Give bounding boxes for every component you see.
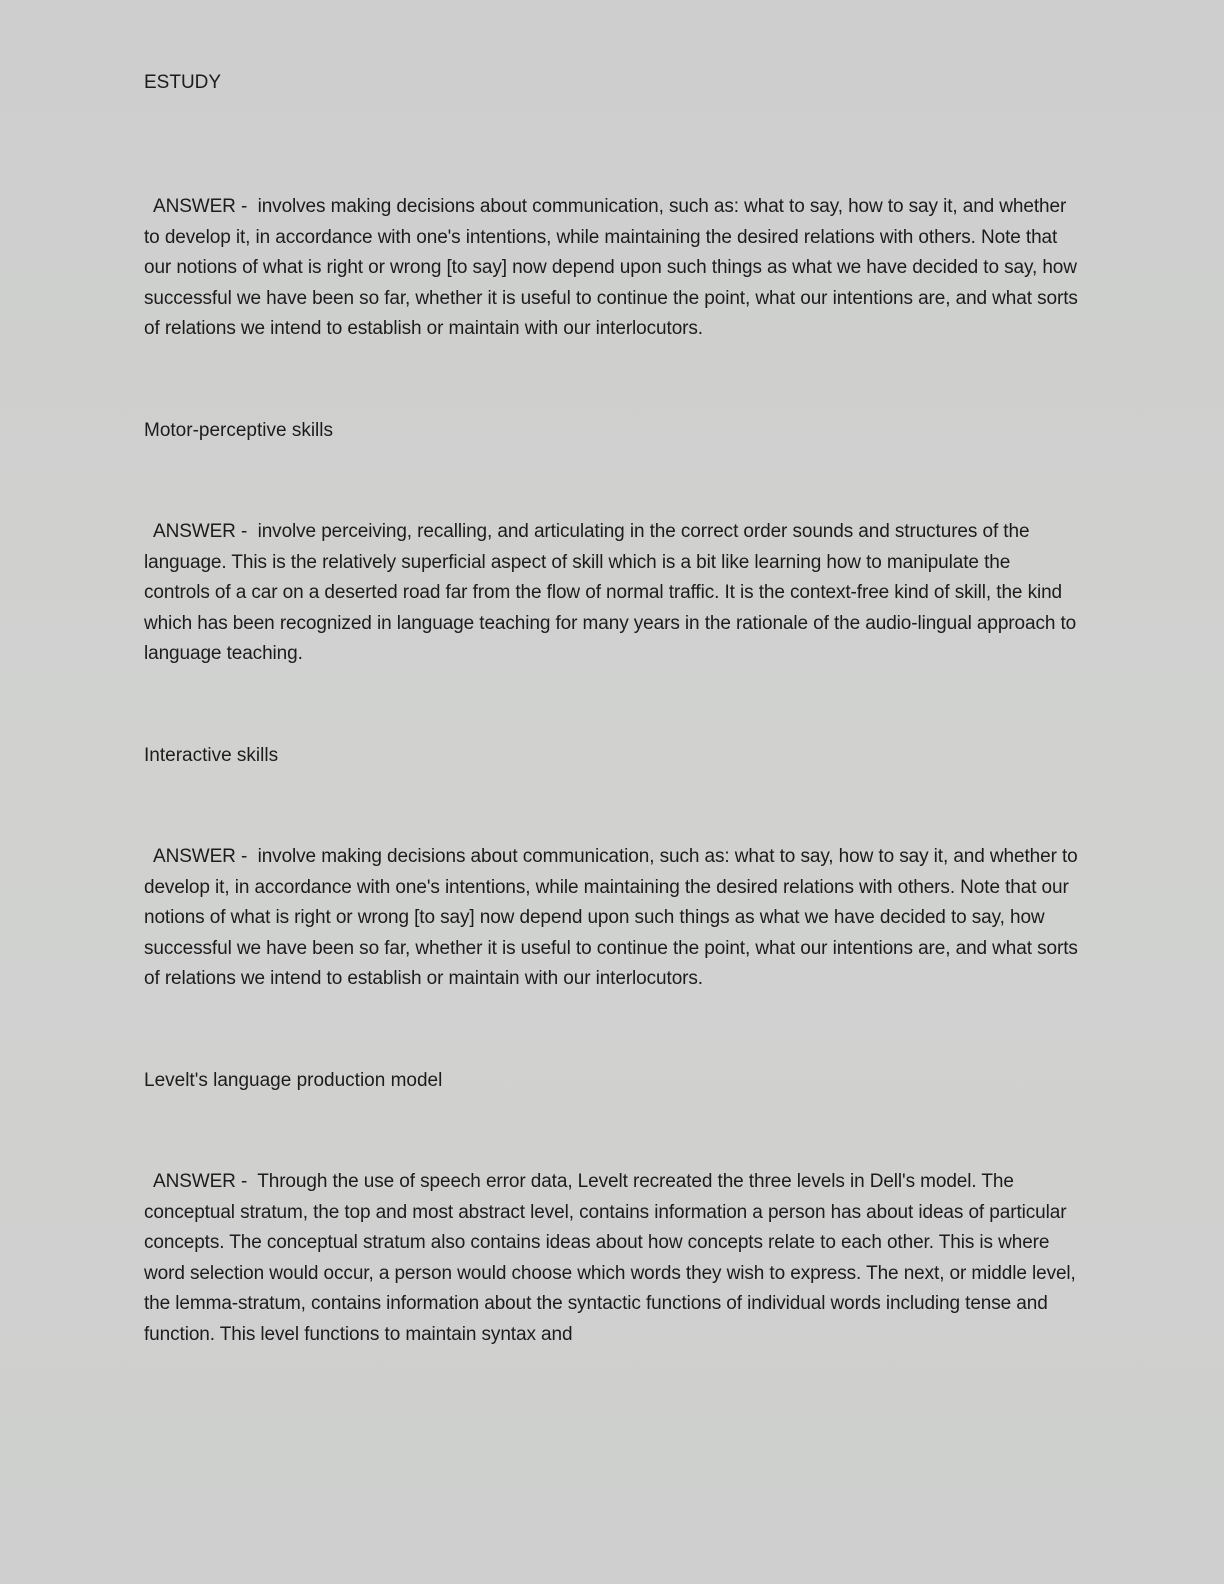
answer-paragraph	[144, 517, 1080, 670]
answer-label: ANSWER	[153, 845, 236, 867]
answer-text: involve perceiving, recalling, and articulating in the correct order sounds and structures of the language. This is the relatively superficial aspect of skill which is a bit like learning how to manipulate the controls of a car on a deserted road far from the flow of normal traffic. It is the context-free kind of skill, the kind which has been recognized in language teaching for many years in the rationale of the audio-lingual approach to language teaching.	[144, 520, 1077, 665]
answer-label: ANSWER	[153, 520, 236, 542]
answer-separator: -	[235, 520, 253, 542]
answer-text: Through the use of speech error data, Levelt recreated the three levels in Dell's model. The conceptual stratum, the top and most abstract level, contains information a person has about ideas of particular concepts. The conceptual stratum also contains ideas about how concepts relate to each other. This is where word selection would occur, a person would choose which words they wish to express. The next, or middle level, the lemma-stratum, contains information about the syntactic functions of individual words including tense and function. This level functions to maintain syntax and	[144, 1170, 1076, 1345]
answer-separator: -	[235, 845, 253, 867]
answer-paragraph	[144, 842, 1080, 995]
answer-separator: -	[235, 196, 253, 217]
answer-paragraph	[144, 1167, 1080, 1351]
question-heading: Levelt's language production model	[144, 1069, 443, 1091]
answer-text: involve making decisions about communication, such as: what to say, how to say it, and whether to develop it, in accordance with one's intentions, while maintaining the desired relations with others. Note that our notions of what is right or wrong [to say] now depend upon such things as what we have decided to say, how successful we have been so far, whether it is useful to continue the point, what our intentions are, and what sorts of relations we intend to establish or maintain with our interlocutors.	[144, 845, 1078, 990]
answer-paragraph	[144, 192, 1080, 345]
answer-separator: -	[235, 1170, 253, 1192]
qa-item	[144, 192, 1080, 345]
document-body	[144, 68, 1080, 1350]
answer-label: ANSWER	[153, 196, 236, 217]
qa-item	[144, 741, 1080, 995]
question-heading: Interactive skills	[144, 744, 279, 766]
answer-label: ANSWER	[153, 1170, 236, 1192]
question-heading: Motor-perceptive skills	[144, 419, 333, 441]
document-title: ESTUDY	[144, 72, 222, 93]
qa-item	[144, 416, 1080, 670]
qa-item	[144, 1066, 1080, 1351]
answer-text: involves making decisions about communication, such as: what to say, how to say it, and whether to develop it, in accordance with one's intentions, while maintaining the desired relations with others. Note that our notions of what is right or wrong [to say] now depend upon such things as what we have decided to say, how successful we have been so far, whether it is useful to continue the point, what our intentions are, and what sorts of relations we intend to establish or maintain with our interlocutors.	[144, 196, 1078, 340]
